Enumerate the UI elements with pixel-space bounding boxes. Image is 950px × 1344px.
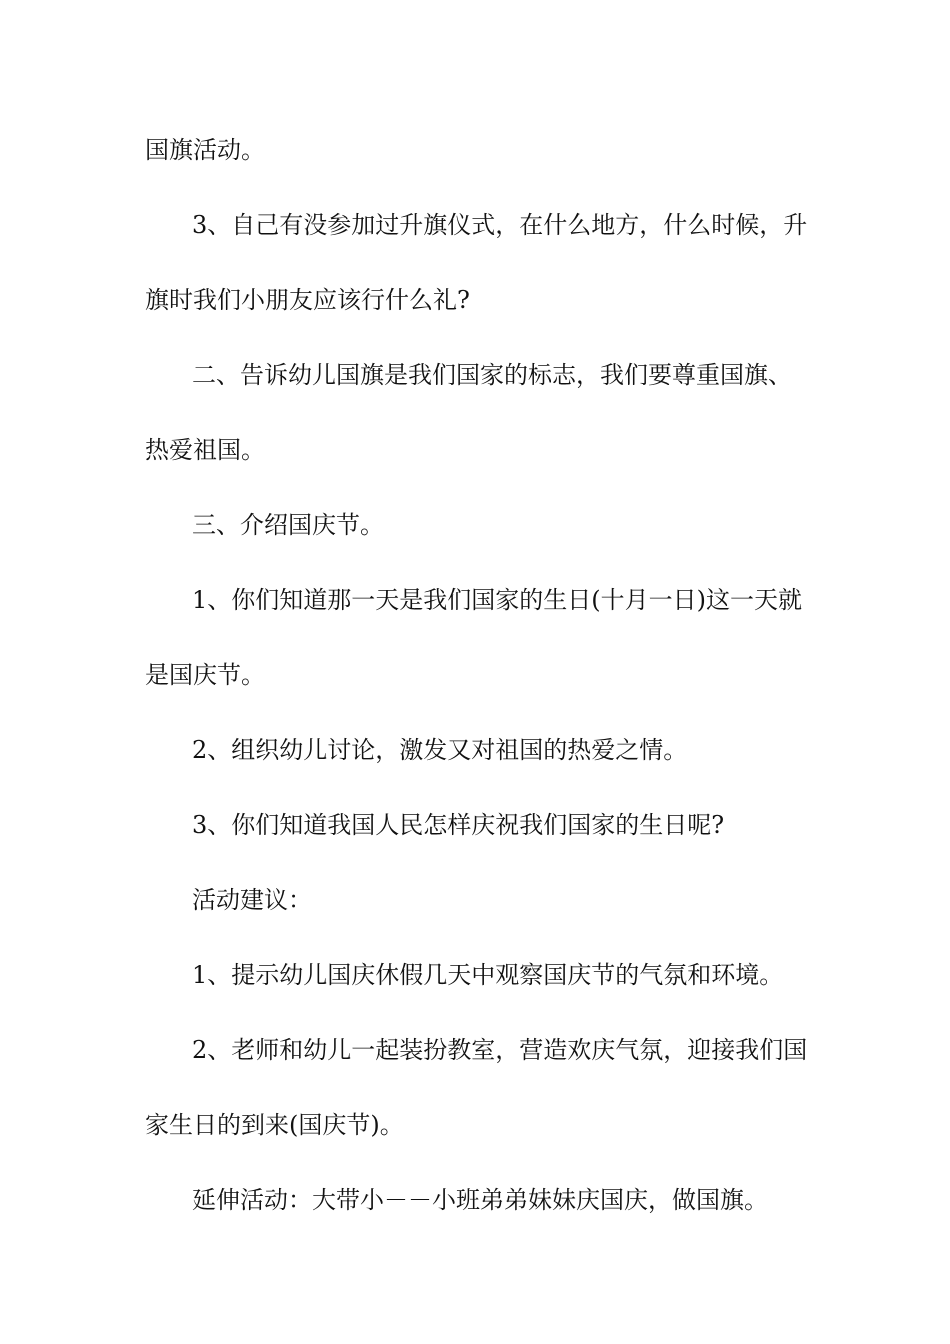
text-line: 1、提示幼儿国庆休假几天中观察国庆节的气氛和环境。	[192, 961, 784, 989]
text-line: 家生日的到来(国庆节)。	[145, 1111, 404, 1139]
text-line: 三、介绍国庆节。	[192, 511, 384, 539]
text-line: 国旗活动。	[145, 136, 265, 164]
text-line: 旗时我们小朋友应该行什么礼?	[145, 286, 470, 314]
text-line: 2、老师和幼儿一起装扮教室，营造欢庆气氛，迎接我们国	[192, 1036, 808, 1064]
text-line: 3、你们知道我国人民怎样庆祝我们国家的生日呢?	[192, 811, 725, 839]
text-line: 3、自己有没参加过升旗仪式，在什么地方，什么时候，升	[192, 211, 808, 239]
text-line: 二、告诉幼儿国旗是我们国家的标志，我们要尊重国旗、	[192, 361, 792, 389]
text-line: 延伸活动：大带小－－小班弟弟妹妹庆国庆，做国旗。	[192, 1186, 768, 1214]
text-line: 2、组织幼儿讨论，激发又对祖国的热爱之情。	[192, 736, 688, 764]
text-line: 1、你们知道那一天是我们国家的生日(十月一日)这一天就	[192, 586, 802, 614]
text-line: 活动建议：	[192, 886, 312, 914]
text-line: 热爱祖国。	[145, 436, 265, 464]
text-line: 是国庆节。	[145, 661, 265, 689]
